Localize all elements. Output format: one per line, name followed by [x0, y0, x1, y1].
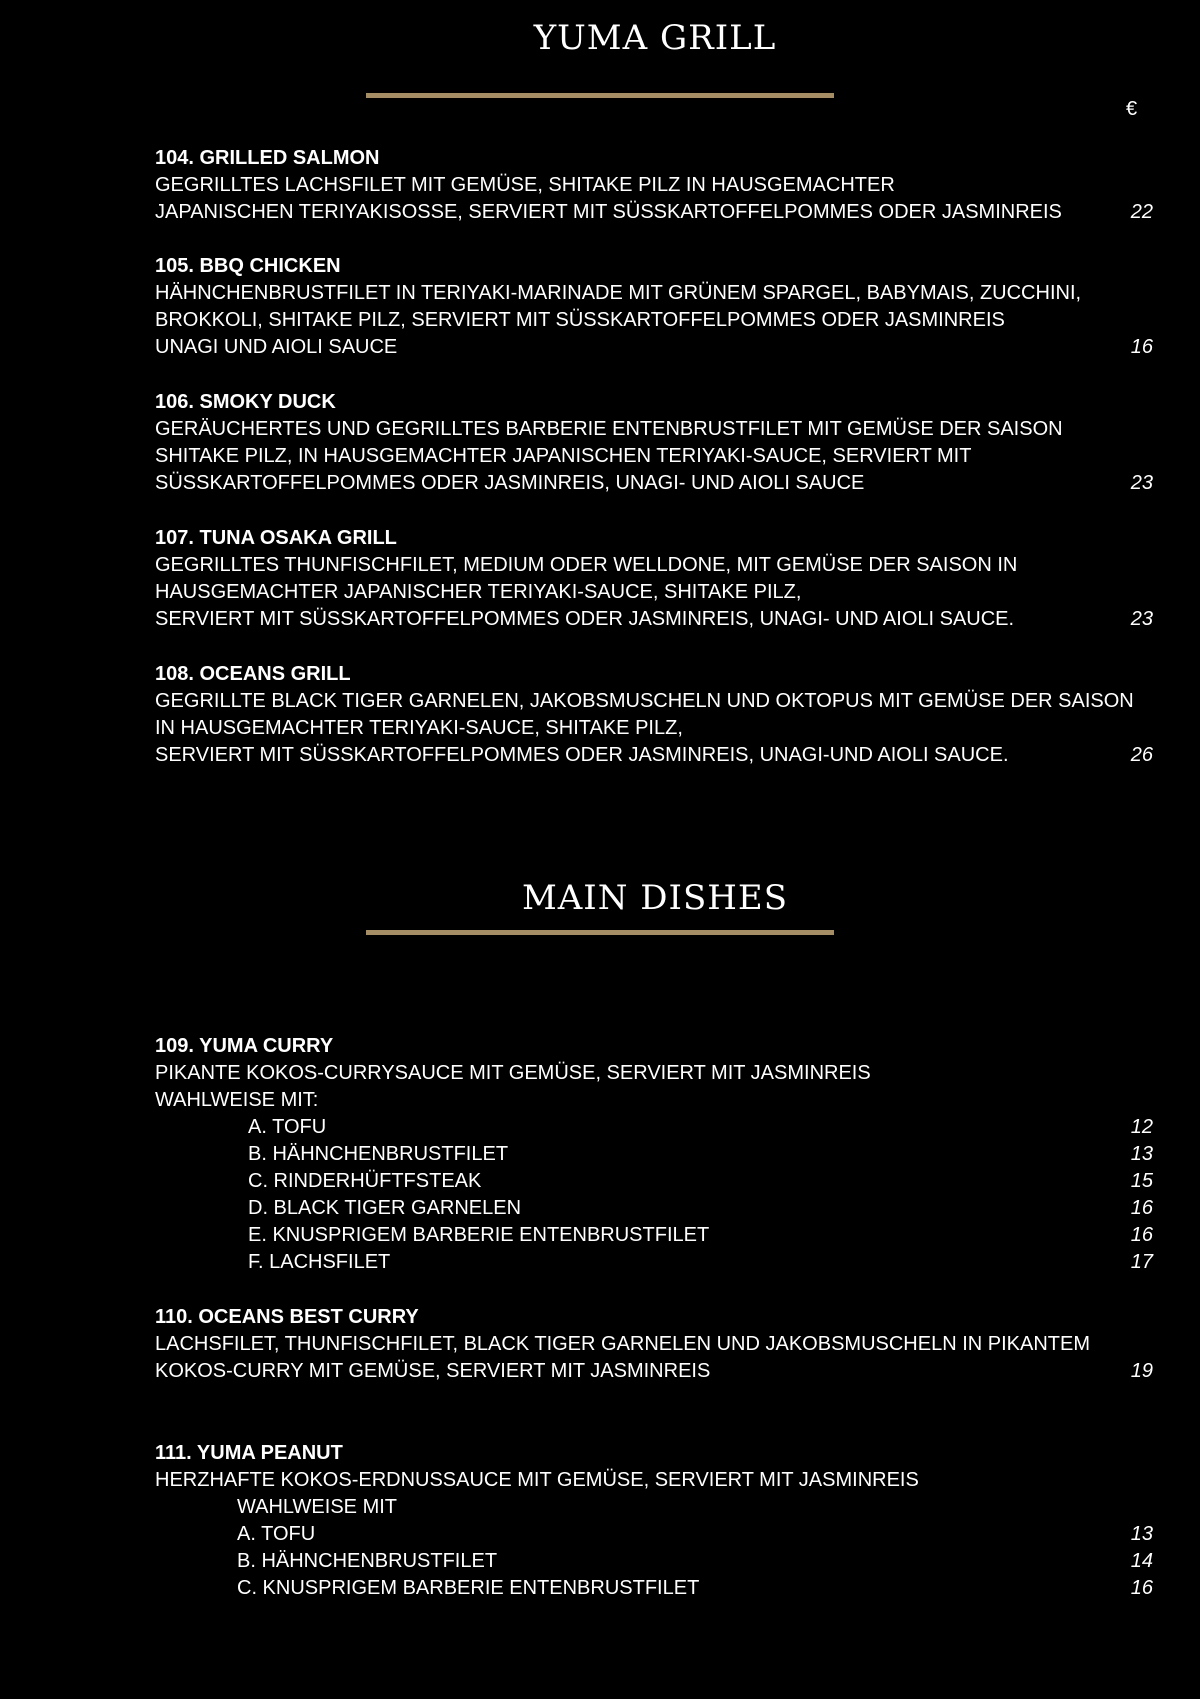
menu-item-description: IN HAUSGEMACHTER TERIYAKI-SAUCE, SHITAKE PILZ, [155, 717, 683, 739]
menu-item-description: GERÄUCHERTES UND GEGRILLTES BARBERIE ENTENBRUSTFILET MIT GEMÜSE DER SAISON [155, 418, 1063, 440]
menu-item-description: UNAGI UND AIOLI SAUCE 16 [155, 334, 1200, 361]
menu-item-heading: 109. YUMA CURRY [155, 1035, 334, 1057]
menu-item-description: GEGRILLTE BLACK TIGER GARNELEN, JAKOBSMUSCHELN UND OKTOPUS MIT GEMÜSE DER SAISON [155, 690, 1134, 712]
menu-option-price: 13 [1130, 1523, 1153, 1545]
title-underline [366, 93, 834, 98]
menu-item-description: WAHLWEISE MIT [237, 1496, 397, 1518]
menu-option: F. LACHSFILET 17 [155, 1249, 1200, 1276]
menu-option-price: 17 [1130, 1251, 1153, 1273]
menu-item-heading: 108. OCEANS GRILL [155, 663, 351, 685]
menu-item-description: SERVIERT MIT SÜSSKARTOFFELPOMMES ODER JASMINREIS, UNAGI-UND AIOLI SAUCE. 26 [155, 742, 1200, 769]
section-title-main-dishes: MAIN DISHES [521, 878, 789, 918]
menu-option: B. HÄHNCHENBRUSTFILET 14 [155, 1548, 1200, 1575]
menu-option-price: 12 [1130, 1116, 1153, 1138]
menu-option: B. HÄHNCHENBRUSTFILET 13 [155, 1141, 1200, 1168]
menu-item-description: BROKKOLI, SHITAKE PILZ, SERVIERT MIT SÜSSKARTOFFELPOMMES ODER JASMINREIS [155, 309, 1005, 331]
menu-option-price: 16 [1130, 1577, 1153, 1599]
menu-option: C. RINDERHÜFTFSTEAK 15 [155, 1168, 1200, 1195]
menu-option-price: 16 [1130, 1197, 1153, 1219]
currency-header: € [1126, 98, 1138, 120]
menu-item-description: HÄHNCHENBRUSTFILET IN TERIYAKI-MARINADE MIT GRÜNEM SPARGEL, BABYMAIS, ZUCCHINI, [155, 282, 1082, 304]
title-underline [366, 930, 834, 935]
menu-option-price: 15 [1130, 1170, 1153, 1192]
menu-item-price: 26 [1130, 744, 1153, 766]
menu-option: A. TOFU 13 [155, 1521, 1200, 1548]
menu-item-heading: 107. TUNA OSAKA GRILL [155, 527, 397, 549]
menu-option-price: 16 [1130, 1224, 1153, 1246]
menu-item-heading: 111. YUMA PEANUT [155, 1442, 343, 1464]
section-title-yuma-grill: YUMA GRILL [533, 18, 777, 58]
menu-item-heading: 110. OCEANS BEST CURRY [155, 1306, 419, 1328]
menu-option: A. TOFU 12 [155, 1114, 1200, 1141]
menu-item-description: GEGRILLTES THUNFISCHFILET, MEDIUM ODER WELLDONE, MIT GEMÜSE DER SAISON IN [155, 554, 1018, 576]
menu-item-price: 23 [1130, 472, 1153, 494]
menu-option: D. BLACK TIGER GARNELEN 16 [155, 1195, 1200, 1222]
menu-item-price: 19 [1130, 1360, 1153, 1382]
menu-item-description: LACHSFILET, THUNFISCHFILET, BLACK TIGER GARNELEN UND JAKOBSMUSCHELN IN PIKANTEM [155, 1333, 1090, 1355]
menu-option: C. KNUSPRIGEM BARBERIE ENTENBRUSTFILET 16 [155, 1575, 1200, 1602]
menu-option: E. KNUSPRIGEM BARBERIE ENTENBRUSTFILET 16 [155, 1222, 1200, 1249]
menu-item-description: SERVIERT MIT SÜSSKARTOFFELPOMMES ODER JASMINREIS, UNAGI- UND AIOLI SAUCE. 23 [155, 606, 1200, 633]
menu-item-price: 16 [1130, 336, 1153, 358]
menu-item-description: SHITAKE PILZ, IN HAUSGEMACHTER JAPANISCHEN TERIYAKI-SAUCE, SERVIERT MIT [155, 445, 972, 467]
menu-item-price: 23 [1130, 608, 1153, 630]
menu-item-price: 22 [1130, 201, 1153, 223]
menu-item-heading: 104. GRILLED SALMON [155, 147, 380, 169]
menu-item-description: JAPANISCHEN TERIYAKISOSSE, SERVIERT MIT SÜSSKARTOFFELPOMMES ODER JASMINREIS 22 [155, 199, 1200, 226]
menu-item-description: HERZHAFTE KOKOS-ERDNUSSAUCE MIT GEMÜSE, SERVIERT MIT JASMINREIS [155, 1469, 919, 1491]
menu-item-description: KOKOS-CURRY MIT GEMÜSE, SERVIERT MIT JASMINREIS 19 [155, 1358, 1200, 1385]
menu-item-description: HAUSGEMACHTER JAPANISCHER TERIYAKI-SAUCE, SHITAKE PILZ, [155, 581, 802, 603]
menu-item-heading: 106. SMOKY DUCK [155, 391, 336, 413]
menu-item-description: GEGRILLTES LACHSFILET MIT GEMÜSE, SHITAKE PILZ IN HAUSGEMACHTER [155, 174, 895, 196]
menu-item-description: WAHLWEISE MIT: [155, 1089, 319, 1111]
menu-item-description: PIKANTE KOKOS-CURRYSAUCE MIT GEMÜSE, SERVIERT MIT JASMINREIS [155, 1062, 871, 1084]
menu-option-price: 13 [1130, 1143, 1153, 1165]
menu-item-heading: 105. BBQ CHICKEN [155, 255, 341, 277]
menu-option-price: 14 [1130, 1550, 1153, 1572]
menu-item-description: SÜSSKARTOFFELPOMMES ODER JASMINREIS, UNAGI- UND AIOLI SAUCE 23 [155, 470, 1200, 497]
